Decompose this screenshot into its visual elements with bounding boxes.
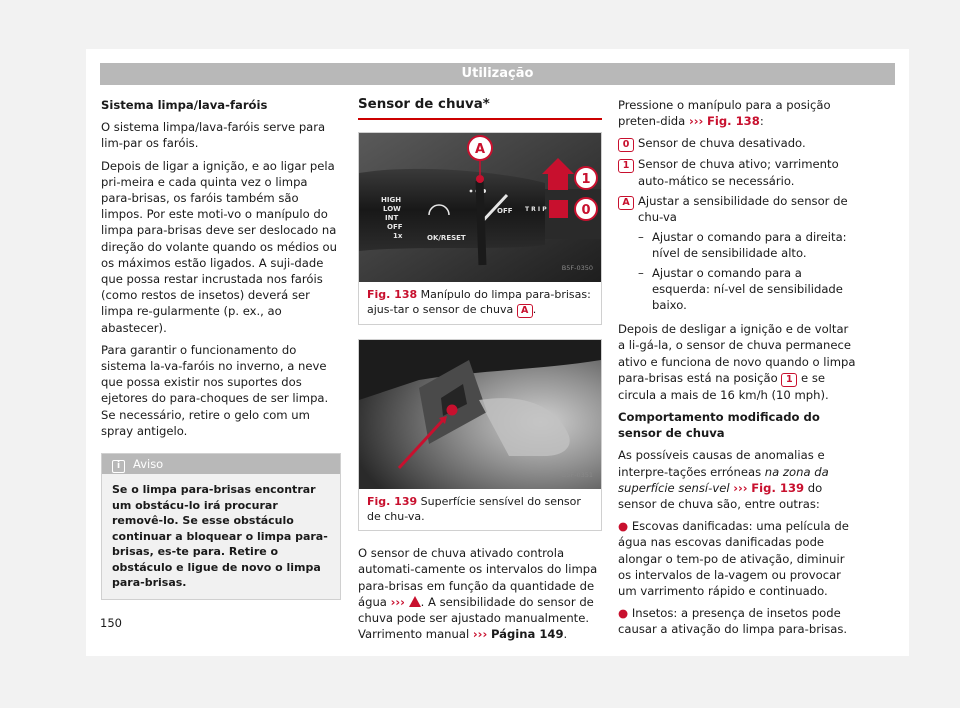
dash-bullet: –	[638, 230, 644, 245]
paragraph	[618, 321, 858, 403]
section-title: Sensor de chuva*	[358, 97, 602, 120]
sub-item	[638, 229, 858, 261]
rain-sensor-image	[359, 340, 601, 489]
page-reference-link[interactable]: Página 149	[490, 627, 564, 642]
bullet-item	[618, 605, 858, 637]
bullet-icon: ●	[618, 519, 629, 534]
stalk-1x-label: 1x	[393, 232, 403, 241]
legend-key-badge: 0	[618, 138, 634, 152]
stalk-int-label: INT	[385, 214, 399, 223]
caption-text: Superfície sensível do sensor de chu-va.	[367, 495, 581, 524]
warning-box	[101, 453, 341, 600]
square-button-icon	[549, 200, 568, 218]
sub-item-text: Ajustar o comando para a direita: nível de sensibilidade alto.	[652, 230, 847, 261]
bullet-icon: ●	[618, 606, 629, 621]
chevrons: ›››	[733, 480, 748, 495]
legend-text: Sensor de chuva ativo; varrimento auto-mático se necessário.	[638, 157, 839, 188]
paragraph: O sensor de chuva ativado controla automati-camente os intervalos do limpa para-brisas em função da quantidade de água ››› . A sensibilidade do sensor de chuva pode ser ajustado manualmente. Varrimento manual ››› Página 149.	[358, 546, 598, 642]
section-header: Utilização	[100, 63, 895, 85]
legend-key-badge: 1	[618, 159, 634, 173]
paragraph	[618, 447, 858, 512]
subheading: Comportamento modificado do sensor de chuva	[618, 410, 820, 441]
body-text: O sensor de chuva ativado controla automati-camente os intervalos do limpa para-brisas em função da quantidade de água	[358, 546, 598, 609]
wiper-stalk-image	[359, 133, 601, 282]
page-number: 150	[100, 616, 122, 630]
body-text: Depois de desligar a ignição e de voltar a li-gá-la, o sensor de chuva permanece ativo e funciona de novo quando o limpa para-brisas está na posição	[618, 322, 856, 385]
stalk-off-label: OFF	[387, 223, 403, 232]
figure-138	[358, 132, 602, 325]
figure-label: Fig. 139	[367, 495, 418, 509]
section-heading: Sistema limpa/lava-faróis	[101, 98, 268, 112]
figure-reference-link[interactable]: Fig. 138	[706, 114, 760, 129]
position-badge: 1	[781, 373, 797, 387]
figure-caption	[359, 489, 601, 530]
callout-1-label: 1	[581, 172, 591, 188]
warning-title: Aviso	[133, 457, 164, 472]
figure-label: Fig. 138	[367, 288, 418, 302]
legend-text: Sensor de chuva desativado.	[638, 136, 806, 151]
bullet-text: Escovas danificadas: uma película de água nas escovas danificadas pode alongar o tem-po de ativação, diminuir os intervalos de la-vagem ou provocar um varrimento rápido e continuado.	[618, 519, 849, 599]
paragraph: Para garantir o funcionamento do sistema la-va-faróis no inverno, a neve que possa existir nos suportes dos ejetores do para-choques de ser limpa. Se necessário, retire o gelo com um spray antigelo.	[101, 342, 329, 438]
bullet-text: Insetos: a presença de insetos pode causar a ativação do limpa para-brisas.	[618, 606, 848, 637]
paragraph: Depois de ligar a ignição, e ao ligar pela pri-meira e cada quinta vez o limpa para-brisas, os faróis também são limpos. Por este moti-vo o manípulo do limpa para-brisas deve ser deslocado na direção do volante quando os médios ou os máximos estão ligados. A suji-dade que possa restar incrustada nos faróis (como restos de insetos) deverá ser limpa re-gularmente (p. ex., ao abastecer).	[101, 158, 337, 335]
left-column	[101, 97, 341, 600]
manual-page	[86, 49, 909, 656]
callout-a-label: A	[474, 142, 486, 158]
sensor-dot-icon	[447, 405, 458, 416]
paragraph: O sistema limpa/lava-faróis serve para lim-par os faróis.	[101, 120, 326, 151]
figure-reference-link[interactable]: Fig. 139	[751, 480, 805, 495]
warning-text: Se o limpa para-brisas encontrar um obstácu-lo irá procurar removê-lo. Se esse obstáculo continuar a bloquear o limpa para-brisas, es-te para. Retire o obstáculo e ligue de novo o limpa para-brisas.	[102, 474, 340, 599]
body-text: Pressione o manípulo para a posição preten-dida	[618, 98, 831, 129]
stalk-off2-label: OFF	[497, 207, 513, 216]
stalk-okreset-label: OK/RESET	[427, 234, 466, 243]
body-text: . A sensibilidade do sensor de chuva pode ser ajustado manualmente. Varrimento manual	[358, 594, 594, 642]
body-text: As possíveis causas de anomalias e interpre-tações erróneas	[618, 448, 825, 479]
middle-column	[358, 97, 602, 648]
paragraph: Pressione o manípulo para a posição preten-dida ››› Fig. 138:	[618, 98, 831, 129]
sub-item	[638, 265, 858, 314]
figure-code: B5F-0350	[561, 264, 593, 272]
legend-key-badge: A	[618, 196, 634, 210]
legend-item	[618, 193, 858, 225]
bullet-item	[618, 518, 858, 599]
body-text: e se circula a mais de 16 km/h (10 mph).	[618, 370, 829, 402]
warning-triangle-icon	[409, 596, 421, 607]
sub-item-text: Ajustar o comando para a esquerda: ní-vel de sensibilidade baixo.	[652, 265, 843, 313]
info-icon: i	[112, 460, 125, 473]
warning-header	[102, 454, 340, 474]
figure-caption: Fig. 138 Manípulo do limpa para-brisas: ajus-tar o sensor de chuva A .	[367, 288, 591, 317]
figure-139	[358, 339, 602, 531]
right-column	[618, 97, 858, 644]
caption-text: Manípulo do limpa para-brisas: ajus-tar o sensor de chuva	[367, 288, 591, 317]
callout-0-label: 0	[581, 203, 591, 219]
italic-text: na zona da superfície sensí-vel	[618, 464, 829, 495]
stalk-high-label: HIGH	[381, 196, 402, 205]
ref-a-badge: A	[517, 304, 533, 318]
stalk-trip-label: T R I P	[525, 206, 547, 214]
chevrons: ›››	[688, 114, 704, 129]
legend-text: Ajustar a sensibilidade do sensor de chu-va	[638, 193, 848, 225]
chevrons: ›››	[472, 627, 488, 642]
figure-code: B5F-0351	[561, 471, 593, 479]
body-text: do sensor de chuva são, entre outras:	[618, 480, 823, 512]
legend-item	[618, 135, 858, 152]
chevrons: ›››	[390, 594, 405, 609]
dash-bullet: –	[638, 265, 644, 280]
stalk-low-label: LOW	[383, 205, 401, 214]
legend-item	[618, 156, 858, 188]
